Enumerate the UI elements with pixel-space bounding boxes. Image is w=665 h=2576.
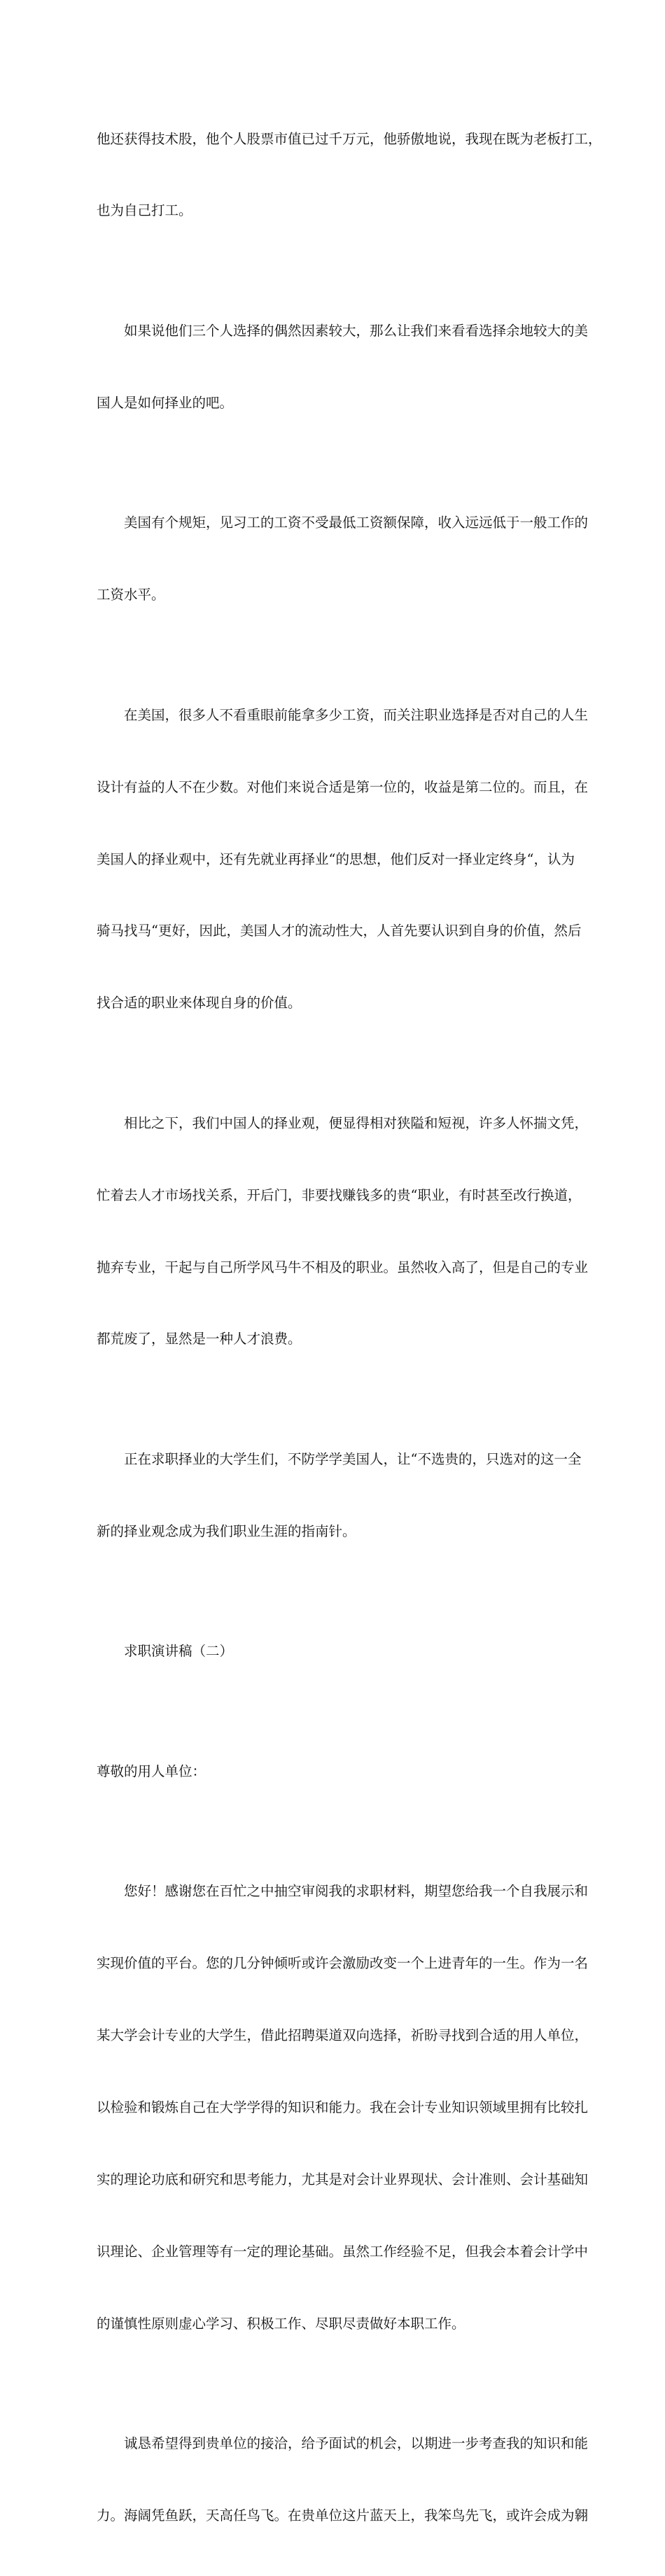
text-line: 某大学会计专业的大学生，借此招聘渠道双向选择，祈盼寻找到合适的用人单位， — [97, 2027, 589, 2044]
text-line: 美国有个规矩，见习工的工资不受最低工资额保障，收入远远低于一般工作的 — [124, 514, 589, 531]
text-line: 国人是如何择业的吧。 — [97, 394, 234, 411]
paragraph-3 — [97, 463, 589, 655]
text-line: 美国人的择业观中，还有先就业再择业“的思想，他们反对一择业定终身“，认为 — [97, 850, 575, 867]
paragraph-10 — [97, 2384, 589, 2576]
text-line: 尊敬的用人单位： — [97, 1763, 206, 1779]
text-line: 找合适的职业来体现自身的价值。 — [97, 995, 302, 1011]
text-line: 求职演讲稿（二） — [124, 1643, 234, 1660]
body-text — [97, 79, 602, 2576]
text-line: 实现价值的平台。您的几分钟倾听或许会激励改变一个上进青年的一生。作为一名 — [97, 1955, 589, 1972]
text-line: 骑马找马“更好，因此，美国人才的流动性大，人首先要认识到自身的价值，然后 — [97, 923, 582, 939]
text-line: 以检验和锻炼自己在大学学得的知识和能力。我在会计专业知识领域里拥有比较扎 — [97, 2099, 589, 2115]
text-line: 都荒废了，显然是一种人才浪费。 — [97, 1331, 302, 1348]
text-line: 正在求职择业的大学生们，不防学学美国人，让“不选贵的，只选对的这一全 — [124, 1450, 582, 1467]
paragraph-2 — [97, 271, 589, 463]
text-line: 他还获得技术股，他个人股票市值已过千万元，他骄傲地说，我现在既为老板打工， — [97, 130, 602, 147]
paragraph-9 — [97, 1832, 589, 2384]
text-line: 您好！感谢您在百忙之中抽空审阅我的求职材料，期望您给我一个自我展示和 — [124, 1883, 589, 1900]
paragraph-5 — [97, 1063, 589, 1399]
text-line: 实的理论功底和研究和思考能力，尤其是对会计业界现状、会计准则、会计基础知 — [97, 2171, 589, 2188]
paragraph-1 — [97, 79, 602, 271]
text-line: 识理论、企业管理等有一定的理论基础。虽然工作经验不足，但我会本着会计学中 — [97, 2243, 589, 2260]
text-line: 在美国，很多人不看重眼前能拿多少工资，而关注职业选择是否对自己的人生 — [124, 706, 589, 723]
text-line: 相比之下，我们中国人的择业观，便显得相对狭隘和短视，许多人怀揣文凭， — [124, 1114, 589, 1131]
paragraph-6 — [97, 1399, 582, 1591]
text-line: 诚恳希望得到贵单位的接洽，给予面试的机会，以期进一步考查我的知识和能 — [124, 2435, 589, 2452]
text-line: 力。海阔凭鱼跃，天高任鸟飞。在贵单位这片蓝天上，我笨鸟先飞，或许会成为翱 — [97, 2507, 589, 2524]
text-line: 如果说他们三个人选择的偶然因素较大，那么让我们来看看选择余地较大的美 — [124, 322, 589, 339]
salutation — [97, 1712, 569, 1831]
text-line: 的谨慎性原则虚心学习、积极工作、尽职尽责做好本职工作。 — [97, 2315, 465, 2332]
text-line: 工资水平。 — [97, 587, 165, 603]
text-line: 抛弃专业，干起与自己所学风马牛不相及的职业。虽然收入高了，但是自己的专业 — [97, 1259, 589, 1275]
text-line: 设计有益的人不在少数。对他们来说合适是第一位的，收益是第二位的。而且，在 — [97, 778, 589, 795]
text-line: 忙着去人才市场找关系，开后门，非要找赚钱多的贵“职业，有时甚至改行换道， — [97, 1186, 582, 1203]
text-line: 也为自己打工。 — [97, 202, 192, 219]
text-line: 新的择业观念成为我们职业生涯的指南针。 — [97, 1522, 356, 1539]
paragraph-4 — [97, 655, 589, 1063]
section-heading — [97, 1592, 569, 1712]
